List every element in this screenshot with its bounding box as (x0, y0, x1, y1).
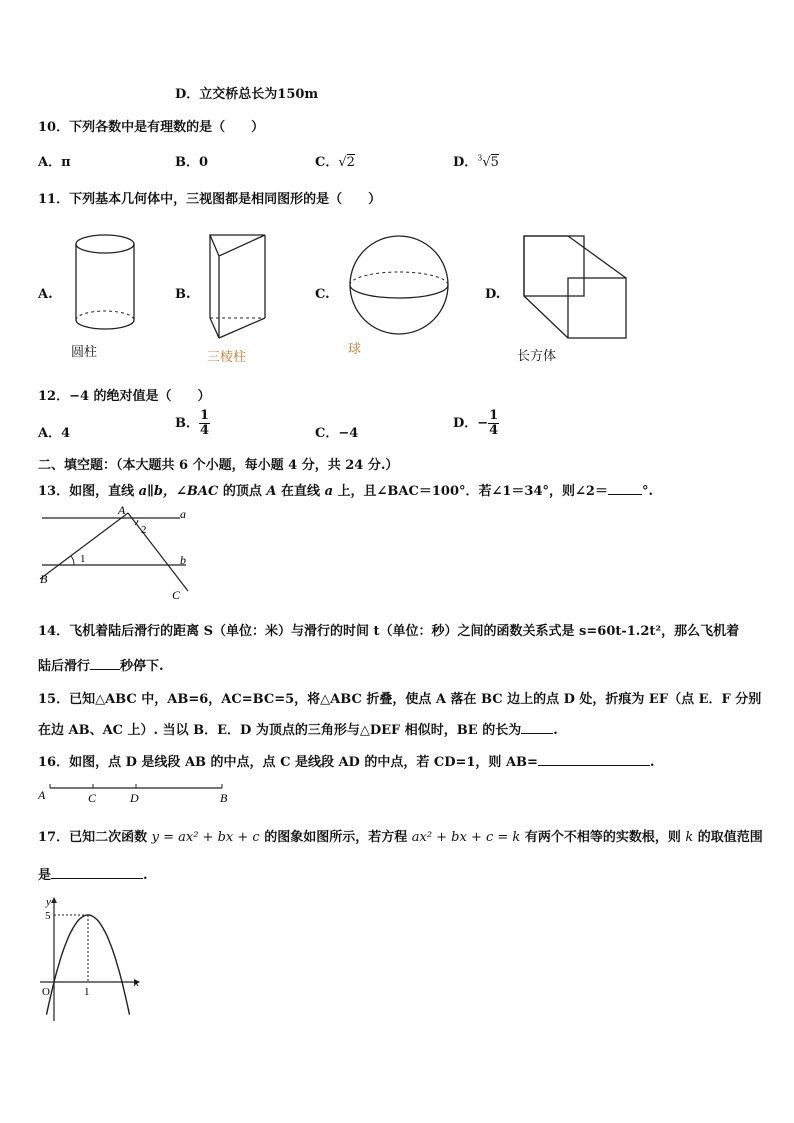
q13-point-a: A (266, 484, 277, 499)
q12-option-a: A．4 (38, 426, 71, 441)
q10-option-c-prefix: C． (315, 155, 339, 170)
q13-angle-1: 1 (80, 553, 86, 565)
q13-label-line-a: a (180, 507, 186, 521)
q17-line2 (38, 864, 148, 883)
q12-d-denominator: 4 (489, 423, 499, 438)
q16-text-b: . (649, 755, 655, 770)
q15-line2 (38, 719, 558, 738)
q13-angle-2: 2 (141, 524, 147, 536)
q10-option-c-radicand: 2 (346, 155, 355, 170)
q13-text-1: 13．如图，直线 (38, 484, 139, 499)
q11-stem: 11．下列基本几何体中，三视图都是相同图形的是（ ） (38, 192, 382, 207)
q17-origin: O (42, 986, 50, 998)
q11-option-c: C. (315, 287, 330, 302)
q17-parabola-figure (34, 895, 150, 1025)
q12-option-d (453, 409, 499, 438)
q17-var-k: k (685, 830, 694, 845)
q10-option-d-radicand: 5 (490, 155, 499, 170)
q16-stem (38, 751, 654, 770)
q13-label-a-point: A (118, 503, 126, 517)
q17-axis-x: x (134, 977, 139, 989)
q14-line2 (38, 655, 164, 674)
caption-cuboid: 长方体 (517, 348, 557, 363)
q17-text-3: 有两个不相等的实数根，则 (520, 830, 686, 845)
q17-text-1: 17．已知二次函数 (38, 830, 152, 845)
q10-stem: 10．下列各数中是有理数的是（ ） (38, 120, 265, 135)
q17-text-5: 是 (38, 868, 52, 883)
q12-b-denominator: 4 (200, 423, 210, 438)
q17-stem (38, 826, 763, 845)
q17-text-2: 的图象如图所示，若方程 (259, 830, 412, 845)
section-heading: 二、填空题：（本大题共 6 个小题，每小题 4 分，共 24 分.） (38, 458, 399, 473)
q15-text-b: . (553, 723, 558, 738)
q16-label-b: B (220, 791, 228, 805)
sqrt-sign: √ (338, 155, 347, 170)
q16-answer-blank[interactable] (538, 765, 650, 766)
q13-label-c-point: C (172, 588, 181, 602)
q10-option-b: B．0 (175, 155, 209, 170)
q11-option-a: A. (38, 287, 53, 302)
q13-text-5: 上，且∠BAC＝100°．若∠1＝34°，则∠2＝ (333, 484, 608, 499)
q17-text-4: 的取值范围 (693, 830, 763, 845)
cuboid-figure (522, 234, 632, 342)
sphere-figure (348, 234, 452, 338)
q12-b-numerator: 1 (200, 408, 210, 423)
q13-figure (38, 503, 198, 603)
q14-answer-blank[interactable] (90, 669, 120, 670)
fraction (199, 409, 210, 438)
q10-option-d (453, 151, 499, 170)
q17-equation-function: y = ax² + bx + c (151, 830, 260, 845)
caption-triangular-prism: 三棱柱 (207, 349, 247, 364)
triangular-prism-figure (207, 232, 269, 344)
caption-sphere: 球 (348, 341, 362, 356)
q12-stem: 12．−4 的绝对值是（ ） (38, 389, 211, 404)
q10-option-c (315, 151, 355, 170)
fraction (488, 409, 499, 438)
q14-text-a: 陆后滑行 (38, 659, 91, 674)
q13-line-a: a (324, 484, 334, 499)
caption-cylinder: 圆柱 (71, 344, 98, 359)
q12-option-d-prefix: D．− (453, 416, 489, 431)
q12-option-b (175, 409, 210, 438)
sqrt-sign: √ (482, 155, 491, 170)
q13-answer-blank[interactable] (608, 494, 642, 495)
q14-text-b: 秒停下. (120, 659, 164, 674)
q13-text-3: 的顶点 (218, 484, 267, 499)
q15-line1: 15．已知△ABC 中，AB=6，AC=BC=5，将△ABC 折叠，使点 A 落在 BC 边上的点 D 处，折痕为 EF（点 E．F 分别 (38, 692, 762, 707)
q15-answer-blank[interactable] (521, 733, 553, 734)
q13-text-6: °. (641, 484, 653, 499)
q12-option-b-prefix: B． (175, 416, 199, 431)
q13-label-line-b: b (180, 553, 186, 567)
q11-option-d: D. (485, 287, 501, 302)
q13-parallel: a∥b (138, 484, 164, 499)
q15-text-a: 在边 AB、AC 上）. 当以 B．E．D 为顶点的三角形与△DEF 相似时，BE 的长为 (38, 723, 522, 738)
q17-answer-blank[interactable] (51, 878, 143, 879)
q14-line1: 14．飞机着陆后滑行的距离 S（单位：米）与滑行的时间 t（单位：秒）之间的函数关系式是 s=60t-1.2t²，那么飞机着 (38, 624, 740, 639)
q10-option-a: A．π (38, 155, 71, 170)
q12-d-numerator: 1 (489, 408, 499, 423)
q17-label-5: 5 (45, 910, 51, 922)
q16-label-a: A (38, 788, 46, 802)
q11-option-b: B. (175, 287, 191, 302)
q13-label-b-point: B (40, 572, 48, 586)
q13-stem (38, 480, 653, 499)
q16-figure (38, 780, 238, 806)
q17-equation-k: ax² + bx + c = k (411, 830, 521, 845)
q16-text-a: 16．如图，点 D 是线段 AB 的中点，点 C 是线段 AD 的中点，若 CD=1，则 AB= (38, 755, 538, 770)
q9-option-d: D．立交桥总长为150m (175, 87, 319, 102)
q10-option-d-prefix: D． (453, 155, 478, 170)
cylinder-figure (74, 232, 138, 332)
q16-label-c: C (88, 791, 97, 805)
q10-root-index: 3 (477, 153, 483, 163)
q13-text-2: ，∠BAC (163, 484, 219, 499)
q13-text-4: 在直线 (276, 484, 325, 499)
q17-axis-y: y (46, 896, 51, 908)
q17-text-6: . (143, 868, 148, 883)
q12-option-c: C．−4 (315, 426, 359, 441)
q16-label-d: D (130, 791, 139, 805)
q17-label-1: 1 (84, 986, 90, 998)
